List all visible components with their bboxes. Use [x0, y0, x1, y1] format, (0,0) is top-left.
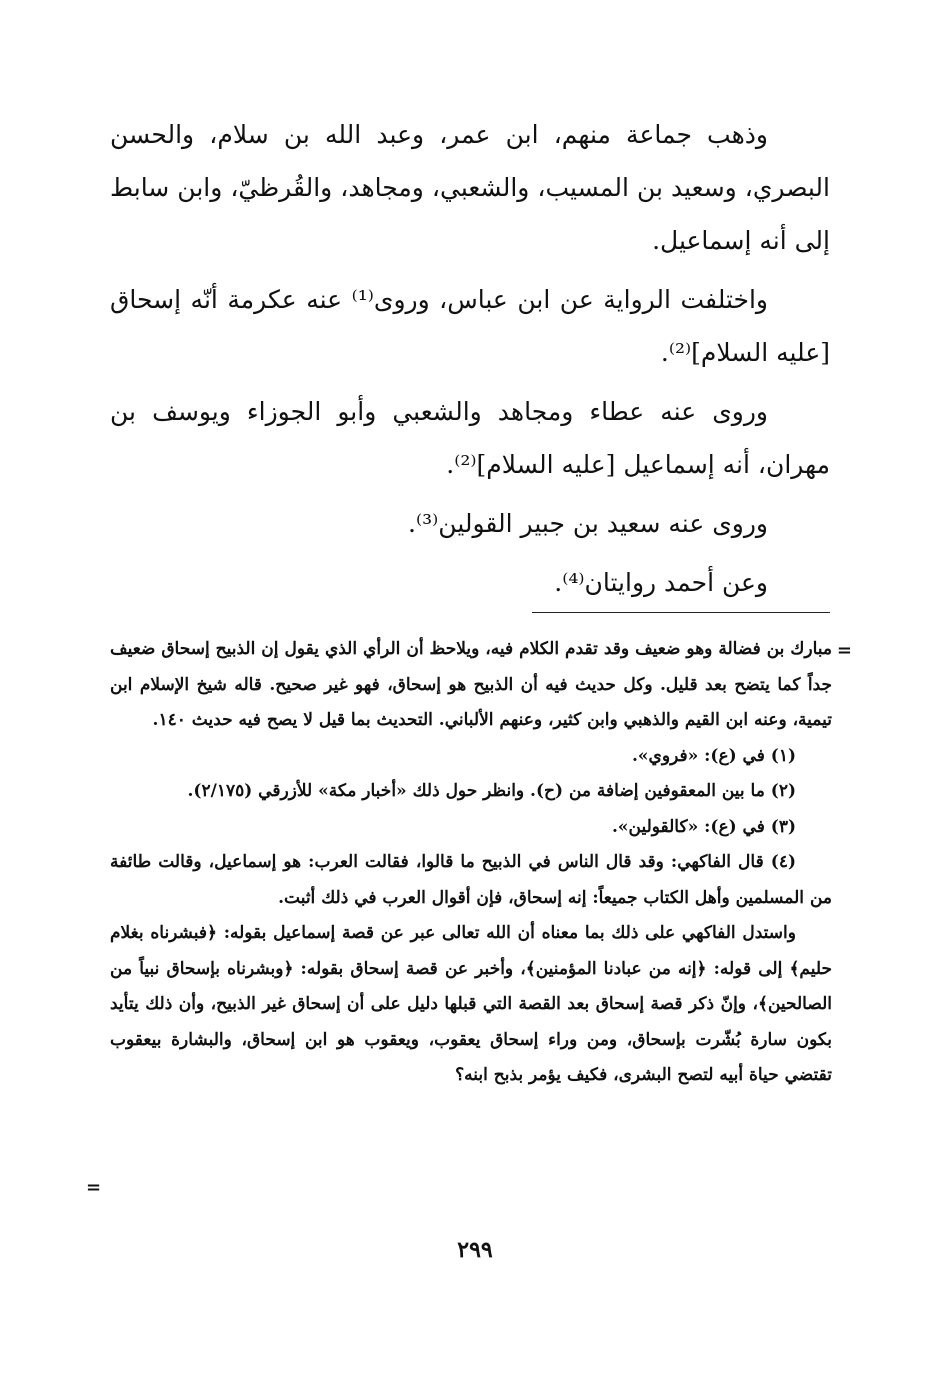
- continuation-mark-top: =: [836, 640, 852, 661]
- footnote-carryover: مبارك بن فضالة وهو ضعيف وقد تقدم الكلام فيه، ويلاحظ أن الرأي الذي يقول إن الذبيح إسحاق ضعيف جداً كما يتضح بعد قليل. وكل حديث فيه أن الذبيح هو إسحاق، فهو غير صحيح. قاله شيخ الإسلام ابن تيمية، وعنه ابن القيم والذهبي وابن كثير، وعنهم الألباني. التحديث بما قيل لا يصح فيه حديث ١٤٠.: [110, 639, 832, 730]
- paragraph-2: واختلفت الرواية عن ابن عباس، وروى⁽¹⁾ عنه عكرمة أنّه إسحاق [عليه السلام]⁽²⁾.: [110, 285, 830, 367]
- footnote-4: (٤) قال الفاكهي: وقد قال الناس في الذبيح ما قالوا، فقالت العرب: هو إسماعيل، وقالت طائفة من المسلمين وأهل الكتاب جميعاً: إنه إسحاق، فإن أقوال العرب في ذلك أثبت.: [110, 852, 832, 908]
- footnote-3: (٣) في (ع): «كالقولين».: [611, 816, 796, 837]
- page-number: ٢٩٩: [457, 1237, 493, 1263]
- paragraph-4: وروى عنه سعيد بن جبير القولين⁽³⁾.: [408, 509, 768, 538]
- paragraph-1: وذهب جماعة منهم، ابن عمر، وعبد الله بن سلام، والحسن البصري، وسعيد بن المسيب، والشعبي، ومجاهد، والقُرظيّ، وابن سابط إلى أنه إسماعيل.: [110, 120, 830, 255]
- footnote-1: (١) في (ع): «فروي».: [632, 745, 796, 766]
- footnote-2: (٢) ما بين المعقوفين إضافة من (ح). وانظر حول ذلك «أخبار مكة» للأزرقي (٢/١٧٥).: [187, 781, 796, 801]
- paragraph-5: وعن أحمد روايتان⁽⁴⁾.: [554, 568, 768, 597]
- footnote-4-continuation: واستدل الفاكهي على ذلك بما معناه أن الله تعالى عبر عن قصة إسماعيل بقوله: ﴿فبشرناه بغلام حليم﴾ إلى قوله: ﴿إنه من عبادنا المؤمنين﴾، وأخبر عن قصة إسحاق بقوله: ﴿وبشرناه بإسحاق نبياً من الصالحين﴾، وإنّ ذكر قصة إسحاق بعد القصة التي قبلها دليل على أن إسحاق غير الذبيح، وأن ذلك يتأيد بكون سارة بُشّرت بإسحاق، ومن وراء إسحاق يعقوب، ويعقوب هو ابن إسحاق، والبشارة بيعقوب تقتضي حياة أبيه لتصح البشرى، فكيف يؤمر بذبح ابنه؟: [110, 923, 832, 1085]
- paragraph-3: وروى عنه عطاء ومجاهد والشعبي وأبو الجوزاء ويوسف بن مهران، أنه إسماعيل [عليه السلام]⁽²⁾.: [110, 397, 830, 479]
- footnotes: [110, 632, 832, 1094]
- footnote-separator: [532, 612, 830, 613]
- continuation-mark-bottom: =: [86, 1177, 102, 1198]
- main-text: [110, 108, 830, 615]
